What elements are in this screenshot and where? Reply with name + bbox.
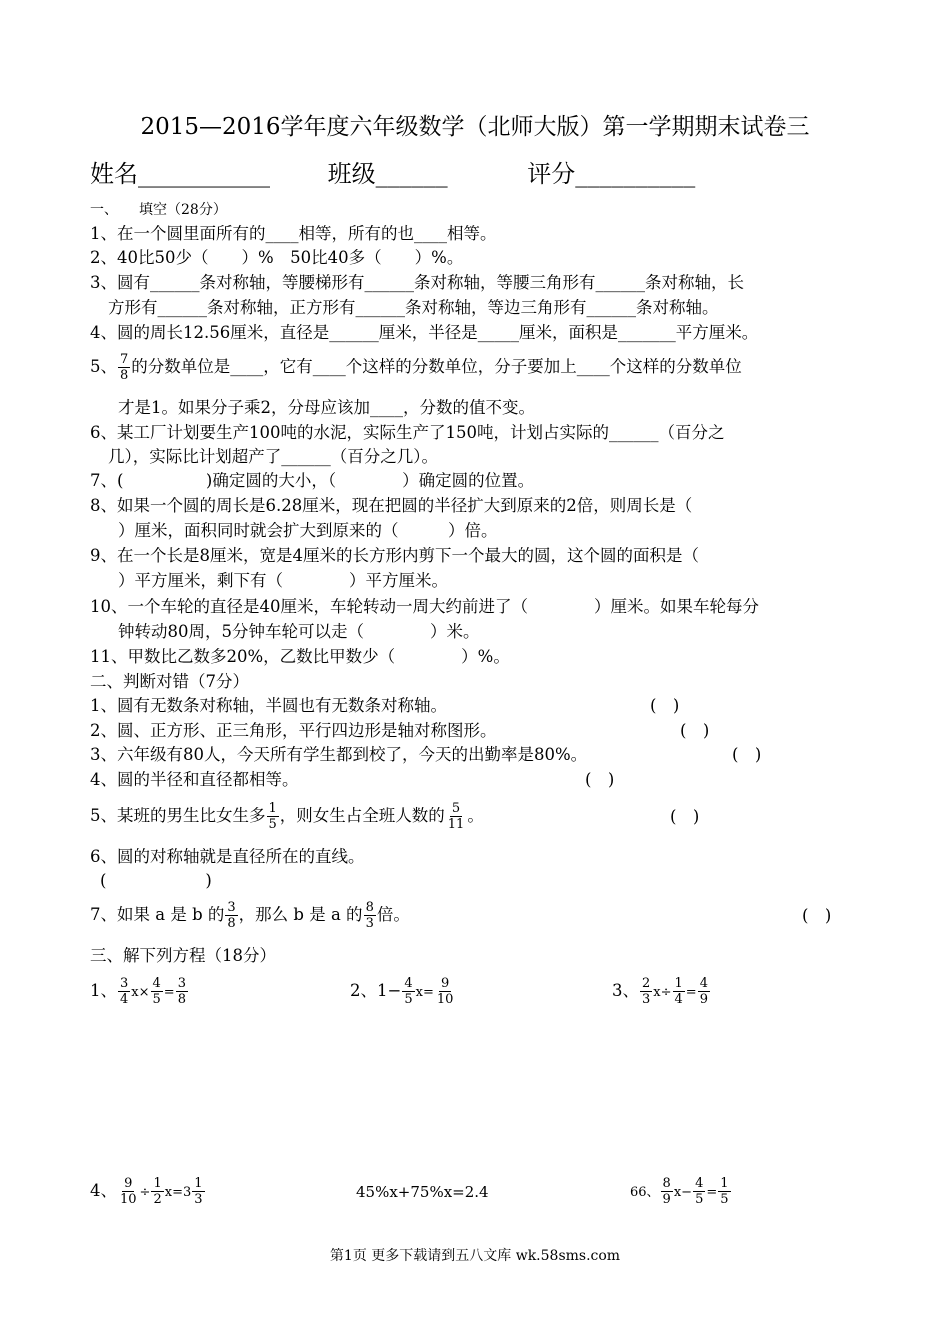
eq-op: x− xyxy=(673,1185,693,1200)
s1-q5-prefix: 5、 xyxy=(90,357,117,376)
equation-2 xyxy=(350,976,456,1007)
fraction-denominator: 4 xyxy=(674,992,683,1007)
s1-q1: 1、在一个圆里面所有的____相等，所有的也____相等。 xyxy=(90,224,497,243)
fraction-numerator: 1 xyxy=(194,1176,203,1191)
s2-q5-text-c: 。 xyxy=(467,806,484,825)
page-footer: 第1页 更多下载请到五八文库 wk.58sms.com xyxy=(329,1248,621,1264)
s1-q2: 2、40比50少（ ）% 50比40多（ ）%。 xyxy=(90,248,464,267)
s1-q3-line2: 方形有______条对称轴，正方形有______条对称轴，等边三角形有______条对称轴。 xyxy=(108,298,719,317)
s2-q4: 4、圆的半径和直径都相等。 xyxy=(90,770,299,789)
s2-q2: 2、圆、正方形、正三角形，平行四边形是轴对称图形。 xyxy=(90,721,497,740)
fraction-denominator: 4 xyxy=(120,992,129,1007)
s1-q5-line1 xyxy=(90,352,742,383)
answer-bracket: ( ) xyxy=(100,871,212,890)
fraction xyxy=(118,1176,139,1207)
s1-q11: 11、甲数比乙数多20%，乙数比甲数少（ ）%。 xyxy=(90,647,510,666)
fraction-numerator: 4 xyxy=(699,976,708,991)
fraction-denominator: 8 xyxy=(177,992,186,1007)
s2-q5 xyxy=(90,801,484,832)
answer-bracket: ( ) xyxy=(585,770,615,789)
page-title: 2015—2016学年度六年级数学（北师大版）第一学期期末试卷三 xyxy=(140,114,810,140)
answer-bracket: ( ) xyxy=(670,807,700,826)
eq-label: 2、1− xyxy=(350,981,402,1000)
eq-op: = xyxy=(685,985,697,1000)
s1-q5-text: 的分数单位是____，它有____个这样的分数单位，分子要加上____个这样的分数单位 xyxy=(131,357,742,376)
equation-6 xyxy=(630,1176,732,1207)
eq-op: = xyxy=(706,1185,718,1200)
fraction-denominator: 8 xyxy=(227,916,236,931)
fraction-denominator: 8 xyxy=(120,368,129,383)
s1-q6-line2: 几），实际比计划超产了______（百分之几）。 xyxy=(108,447,438,466)
fraction xyxy=(151,1176,163,1207)
fraction-numerator: 1 xyxy=(268,801,277,816)
fraction-denominator: 10 xyxy=(120,1192,137,1207)
s1-q4: 4、圆的周长12.56厘米，直径是______厘米，半径是_____厘米，面积是_______平方厘米。 xyxy=(90,323,759,342)
eq-label: 1、 xyxy=(90,981,117,1000)
s2-q3: 3、六年级有80人，今天所有学生都到校了，今天的出勤率是80%。 xyxy=(90,745,588,764)
eq-label: 4、 xyxy=(90,1181,117,1200)
s1-q8-line2: ）厘米，面积同时就会扩大到原来的（ ）倍。 xyxy=(118,521,498,540)
fraction-numerator: 5 xyxy=(451,801,461,816)
fraction xyxy=(698,976,710,1007)
s1-q7: 7、( )确定圆的大小，（ ）确定圆的位置。 xyxy=(90,471,535,490)
s2-q7-text-b: ，那么 b 是 a 的 xyxy=(238,905,363,924)
fraction-numerator: 1 xyxy=(720,1176,729,1191)
fraction-numerator: 4 xyxy=(404,976,413,991)
fraction-denominator: 3 xyxy=(365,916,374,931)
s2-q5-text-b: ，则女生占全班人数的 xyxy=(279,806,445,825)
fraction-numerator: 8 xyxy=(662,1176,671,1191)
fraction xyxy=(446,801,467,832)
fraction xyxy=(192,1176,204,1207)
s1-q6-line1: 6、某工厂计划要生产100吨的水泥，实际生产了150吨，计划占实际的______（百分之 xyxy=(90,423,725,442)
fraction-numerator: 2 xyxy=(642,976,651,991)
s2-q7-text-a: 7、如果 a 是 b 的 xyxy=(90,905,225,924)
fraction xyxy=(267,801,279,832)
fraction xyxy=(718,1176,730,1207)
fraction xyxy=(176,976,188,1007)
s1-q5-line2: 才是1。如果分子乘2，分母应该加____，分数的值不变。 xyxy=(118,398,535,417)
answer-bracket: ( ) xyxy=(680,721,710,740)
fraction xyxy=(118,352,130,383)
class-field: 班级______ xyxy=(327,160,448,188)
eq-op: = xyxy=(163,985,175,1000)
equation-1 xyxy=(90,976,189,1007)
section1-heading: 一、 填空（28分） xyxy=(90,202,227,218)
s2-q7-text-c: 倍。 xyxy=(376,905,410,924)
fraction-numerator: 4 xyxy=(152,976,161,991)
fraction-denominator: 2 xyxy=(153,1192,162,1207)
fraction xyxy=(673,976,685,1007)
fraction xyxy=(640,976,652,1007)
fraction-numerator: 9 xyxy=(124,1176,133,1191)
fraction xyxy=(364,900,376,931)
section3-heading: 三、解下列方程（18分） xyxy=(90,946,276,965)
s1-q10-line1: 10、一个车轮的直径是40厘米，车轮转动一周大约前进了（ ）厘米。如果车轮每分 xyxy=(90,597,759,616)
student-info-row xyxy=(90,154,695,189)
fraction-denominator: 9 xyxy=(662,1192,671,1207)
fraction-denominator: 5 xyxy=(152,992,161,1007)
fraction-denominator: 5 xyxy=(268,817,277,832)
answer-bracket: ( ) xyxy=(650,696,680,715)
s1-q8-line1: 8、如果一个圆的周长是6.28厘米，现在把圆的半径扩大到原来的2倍，则周长是（ xyxy=(90,496,693,515)
s1-q9-line2: ）平方厘米，剩下有（ ）平方厘米。 xyxy=(118,571,448,590)
s2-q6: 6、圆的对称轴就是直径所在的直线。 xyxy=(90,847,365,866)
fraction xyxy=(118,976,130,1007)
fraction xyxy=(661,1176,673,1207)
fraction-numerator: 1 xyxy=(674,976,683,991)
score-field: 评分__________ xyxy=(527,160,696,188)
eq-op: x= xyxy=(415,985,434,1000)
fraction-denominator: 5 xyxy=(404,992,413,1007)
fraction-denominator: 11 xyxy=(447,817,465,832)
fraction-denominator: 5 xyxy=(695,1192,704,1207)
s2-q7 xyxy=(90,900,410,931)
s1-q10-line2: 钟转动80周，5分钟车轮可以走（ ）米。 xyxy=(118,622,480,641)
s2-q1: 1、圆有无数条对称轴，半圆也有无数条对称轴。 xyxy=(90,696,447,715)
fraction xyxy=(151,976,163,1007)
fraction xyxy=(402,976,414,1007)
eq-op: ÷ xyxy=(139,1185,151,1200)
eq-op: x× xyxy=(131,985,150,1000)
fraction xyxy=(693,1176,705,1207)
s1-q3-line1: 3、圆有______条对称轴，等腰梯形有______条对称轴，等腰三角形有______条对称轴，长 xyxy=(90,273,744,292)
fraction-numerator: 8 xyxy=(365,900,374,915)
fraction xyxy=(435,976,456,1007)
fraction-denominator: 9 xyxy=(699,992,708,1007)
fraction-denominator: 3 xyxy=(642,992,651,1007)
fraction-numerator: 4 xyxy=(695,1176,704,1191)
eq-op: x÷ xyxy=(653,985,672,1000)
name-field: 姓名___________ xyxy=(90,160,270,188)
s2-q5-text-a: 5、某班的男生比女生多 xyxy=(90,806,266,825)
answer-bracket: ( ) xyxy=(732,745,762,764)
eq-label: 66、 xyxy=(630,1185,660,1200)
fraction-numerator: 3 xyxy=(120,976,129,991)
fraction-denominator: 3 xyxy=(194,1192,203,1207)
fraction-numerator: 1 xyxy=(153,1176,162,1191)
fraction xyxy=(225,900,237,931)
section2-heading: 二、判断对错（7分） xyxy=(90,672,249,691)
fraction-numerator: 3 xyxy=(177,976,186,991)
eq-op: x=3 xyxy=(164,1185,192,1200)
eq-label: 3、 xyxy=(612,981,639,1000)
answer-bracket: ( ) xyxy=(802,906,832,925)
fraction-numerator: 9 xyxy=(440,976,450,991)
fraction-denominator: 10 xyxy=(436,992,454,1007)
fraction-numerator: 3 xyxy=(227,900,236,915)
s1-q9-line1: 9、在一个长是8厘米，宽是4厘米的长方形内剪下一个最大的圆，这个圆的面积是（ xyxy=(90,546,699,565)
equation-5: 45%x+75%x=2.4 xyxy=(356,1183,489,1201)
equation-3 xyxy=(612,976,711,1007)
fraction-denominator: 5 xyxy=(720,1192,729,1207)
equation-4 xyxy=(90,1176,206,1207)
fraction-numerator: 7 xyxy=(120,352,129,367)
